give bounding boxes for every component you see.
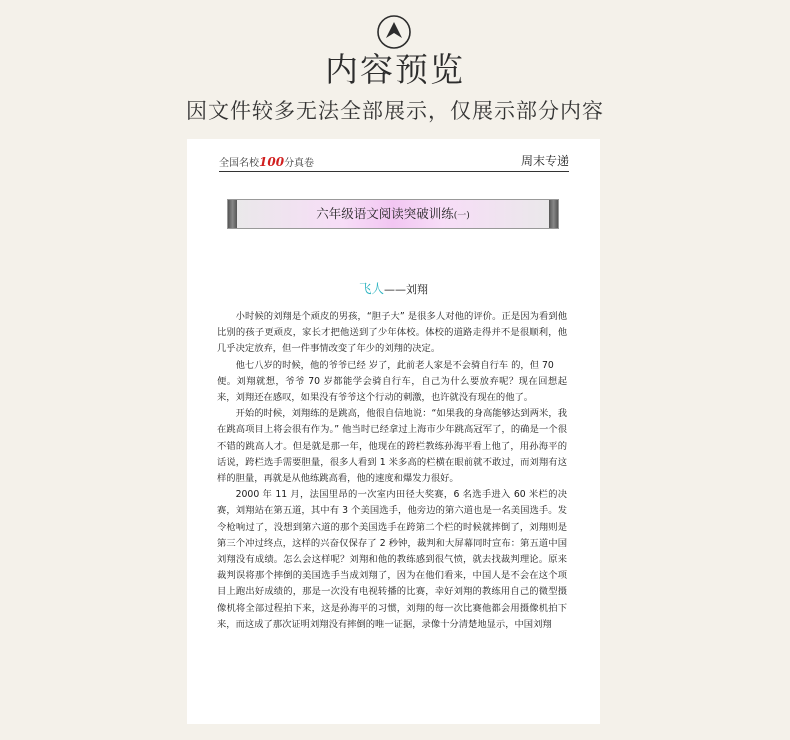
story-author: ——刘翔 [384,283,428,296]
document-preview-page [187,139,600,724]
story-body [217,309,567,633]
story-paragraph: 他七八岁的时候，他的爷爷已经 岁了，此前老人家是不会骑自行车 的，但 70 [235,359,554,371]
document-header-section: 周末专递 [520,154,569,168]
banner-title: 六年级语文阅读突破训练 [316,206,454,221]
up-arrow-logo-icon [376,14,412,50]
header-brand-suffix: 分真卷 [284,158,315,169]
story-title: 飞人 [358,281,384,296]
banner-title-row [228,200,558,230]
exercise-banner [227,199,559,229]
page-title: 内容预览 [325,50,465,89]
story-paragraph: 2000 年 11 月，法国里昂的一次室内田径大奖赛，6 名选手进入 60 米栏的决赛，刘翔站在第五道，其中有 3 个美国选手，他旁边的第六道也是一名美国选手。发令枪响过了，没想到第六道的那个美国选手在跨第二个栏的时候就摔倒了，刘翔则是第三个冲过终点，这样的兴奋仅保存了 2 秒钟，裁判和大屏幕同时宣布：第五道中国刘翔没有成绩。怎么会这样呢？刘翔和他的教练感到很气愤，就去找裁判理论。原来裁判误将那个摔倒的美国选手当成刘翔了，因为在他们看来，中国人是不会在这个项目上跑出好成绩的，那是一次没有电视转播的比赛，幸好刘翔的教练用自己的微型摄像机将全部过程拍下来，这是孙海平的习惯，刘翔的每一次比赛他都会用摄像机拍下来，而这成了那次证明刘翔没有摔倒的唯一证据，录像十分清楚地显示，中国刘翔 [217,489,567,630]
story-paragraph: 小时候的刘翔是个顽皮的男孩，“胆子大” 是很多人对他的评价。正是因为看到他比别的孩子更顽皮，家长才把他送到了少年体校。体校的道路走得并不是很顺利，他几乎决定放弃，但一件事情改变了年少的刘翔的决定。 [217,311,567,355]
story-paragraph: 开始的时候，刘翔练的是跳高，他很自信地说：“如果我的身高能够达到两米，我在跳高项目上将会很有作为。” 他当时已经拿过上海市少年跳高冠军了，的确是一个很不错的跳高人才。但是就是那一年，他现在的跨栏教练孙海平看上他了，用孙海平的话说，跨栏选手需要胆量，很多人看到 1 米多高的栏横在眼前就不敢过，而刘翔有这样的胆量，再就是从他练跳高看，他的速度和爆发力很好。 [217,408,567,485]
header-brand-prefix: 全国名校 [219,158,259,169]
document-header-brand [219,154,314,169]
page-subtitle: 因文件较多无法全部展示，仅展示部分内容 [186,99,604,123]
header-brand-number: 100 [259,155,285,169]
document-header [219,153,569,172]
story-heading [187,279,600,297]
banner-number: (一) [453,211,470,221]
story-paragraph: 便。刘翔就想，爷爷 70 岁都能学会骑自行车，自己为什么要放弃呢？现在回想起来，刘翔还在感叹，如果没有爷爷这个行动的刺激，也许就没有现在的他了。 [217,375,567,404]
